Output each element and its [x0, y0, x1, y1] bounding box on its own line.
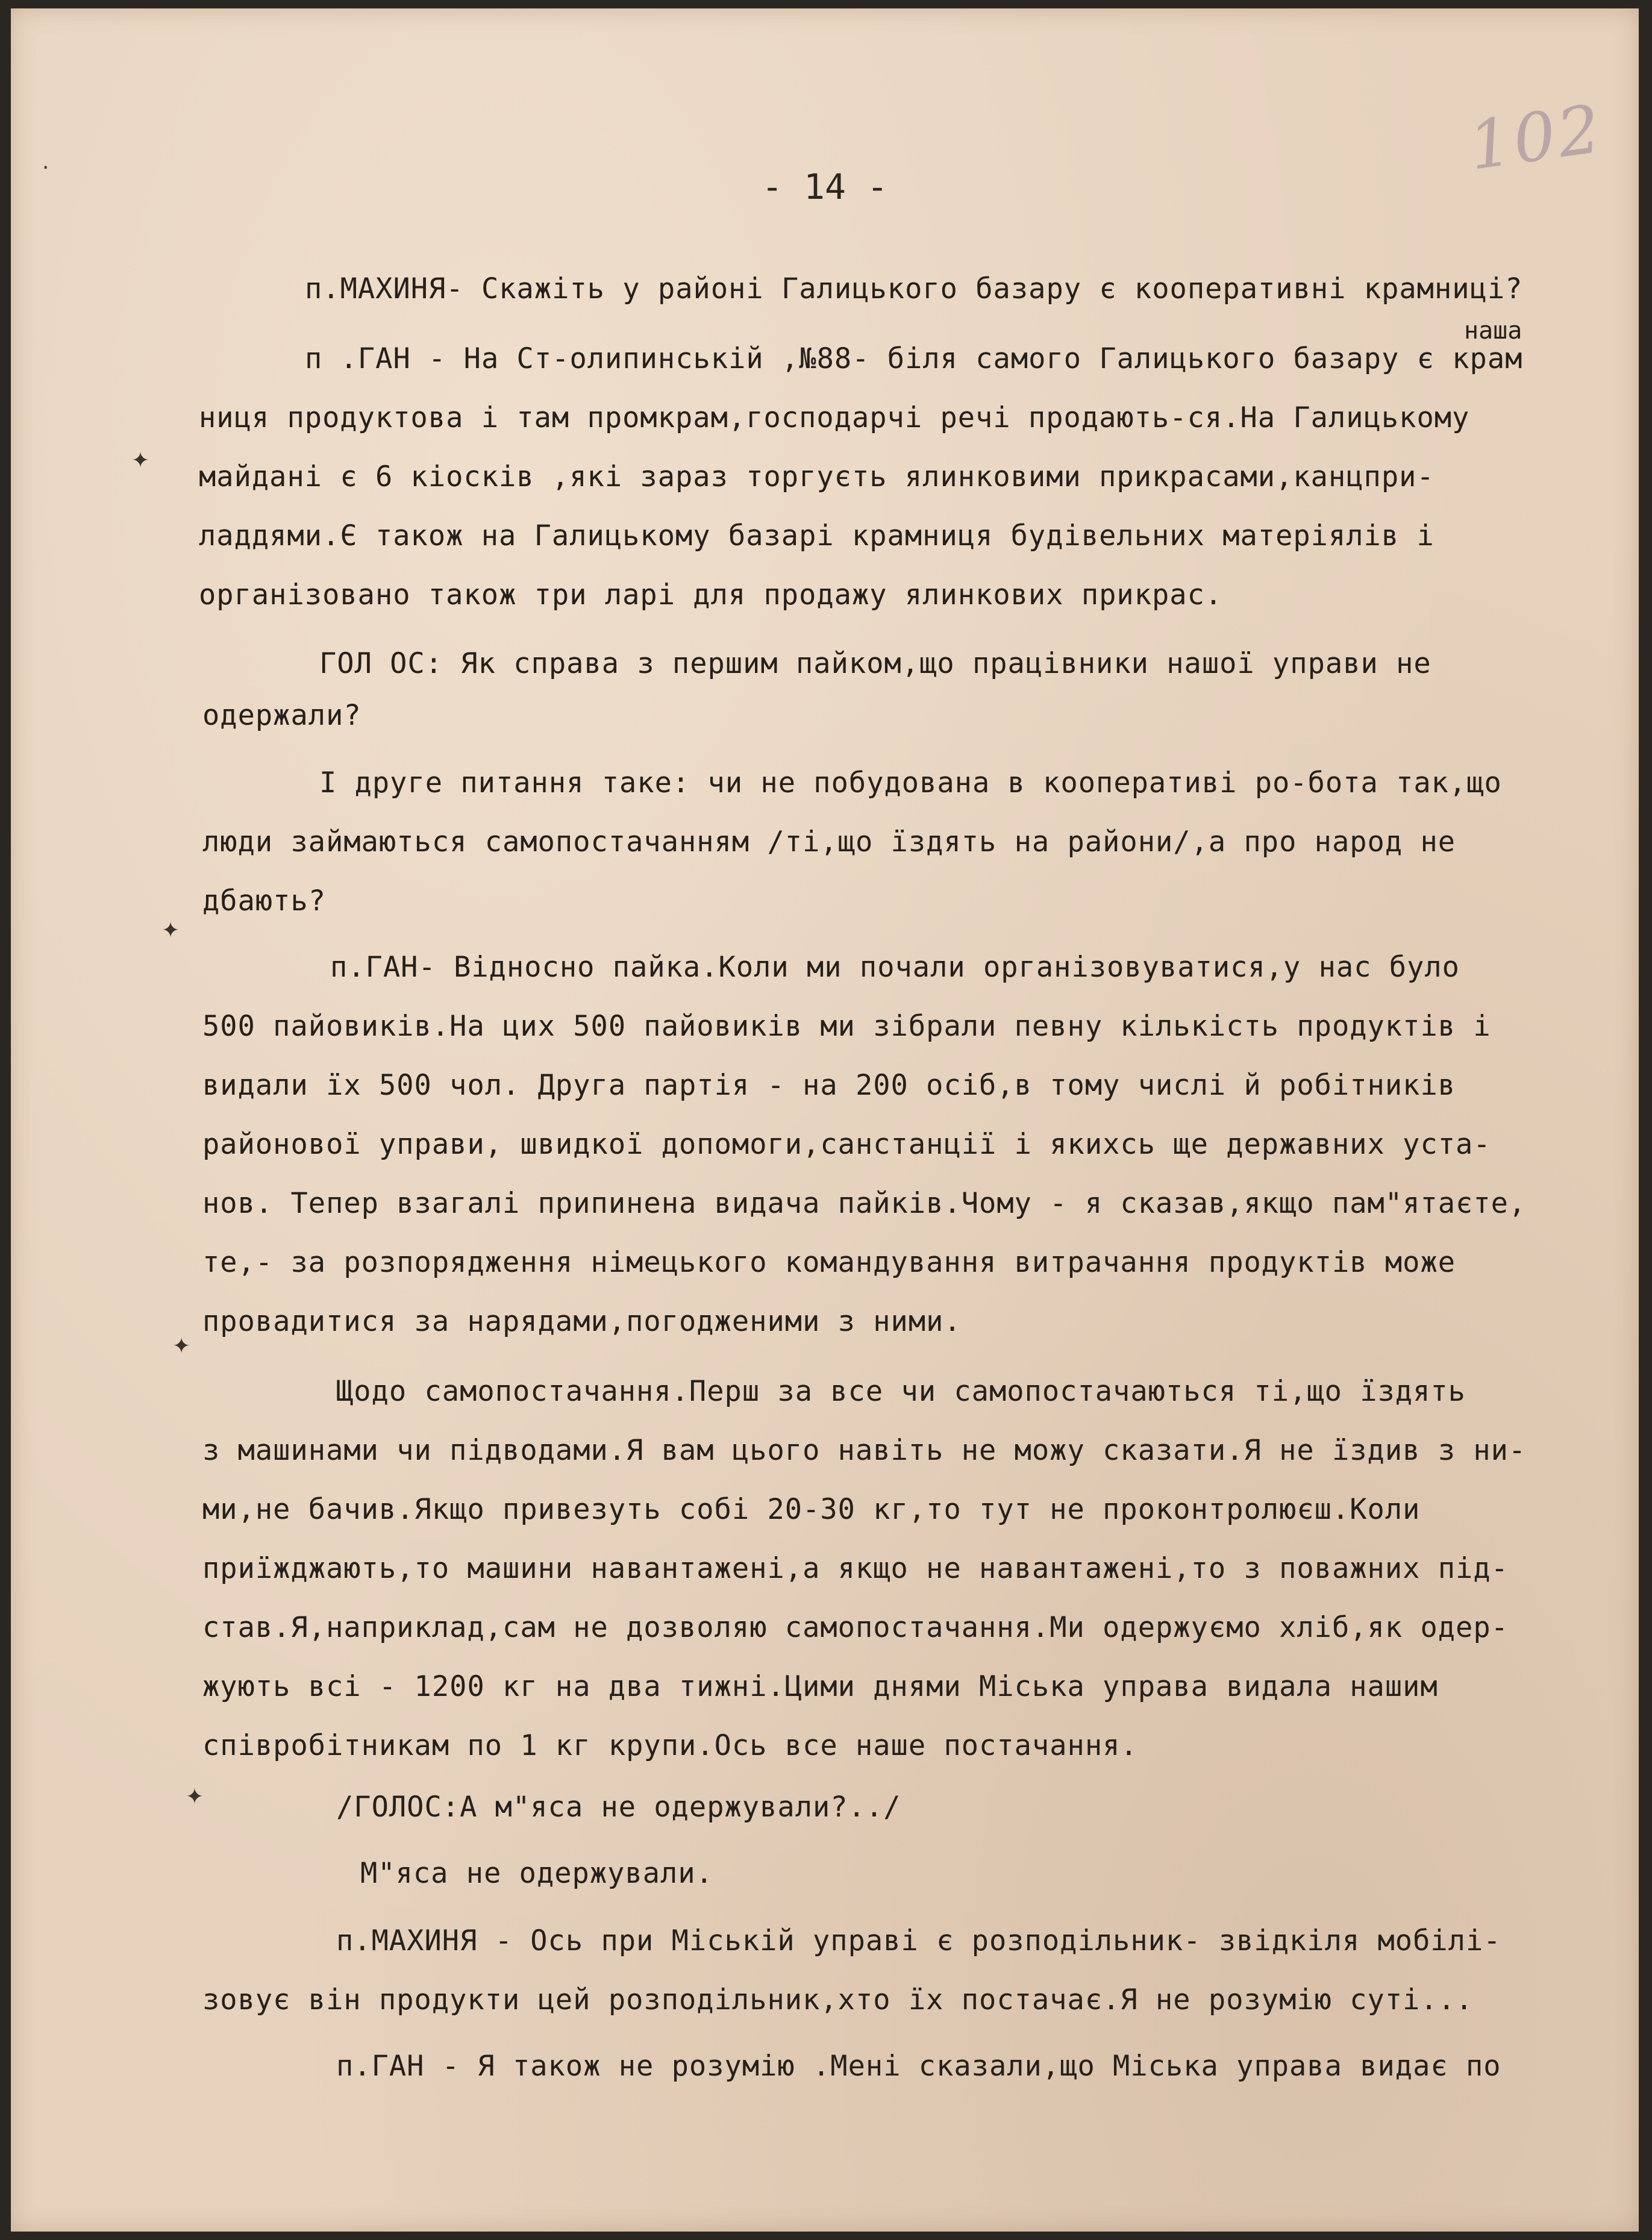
- text-line: ниця продуктова і там промкрам,господарчі речі продають-ся.На Галицькому: [199, 401, 1470, 434]
- interline-annotation: наша: [1464, 317, 1522, 345]
- text-line: жують всі - 1200 кг на два тижні.Цими днями Міська управа видала нашим: [202, 1670, 1438, 1703]
- text-line: співробітникам по 1 кг крупи.Ось все наше постачання.: [202, 1729, 1138, 1762]
- text-line: одержали?: [202, 699, 361, 732]
- text-line: п.МАХИНЯ- Скажіть у районі Галицького базару є кооперативні крамниці?: [305, 272, 1523, 305]
- text-line: районової управи, швидкої допомоги,санстанції і якихсь ще державних уста-: [202, 1128, 1491, 1161]
- text-line: Щодо самопостачання.Перш за все чи самопостачаються ті,що їздять: [336, 1375, 1466, 1408]
- margin-mark: ✦: [161, 918, 180, 943]
- text-line: люди займаються самопостачанням /ті,що їздять на райони/,а про народ не: [202, 825, 1456, 859]
- text-line: майдані є 6 кіосків ,які зараз торгуєть ялинковими прикрасами,канцпри-: [199, 460, 1435, 493]
- margin-mark: ✦: [186, 1785, 204, 1809]
- text-line: п.ГАН- Відносно пайка.Коли ми почали організовуватися,у нас було: [330, 951, 1460, 984]
- text-line: з машинами чи підводами.Я вам цього навіть не можу сказати.Я не їздив з ни-: [202, 1434, 1527, 1467]
- text-line: ладдями.Є також на Галицькому базарі крамниця будівельних матеріялів і: [199, 519, 1435, 552]
- margin-mark: ·: [42, 155, 49, 180]
- text-line: п.МАХИНЯ - Ось при Міській управі є розподільник- звідкіля мобілі-: [336, 1924, 1501, 1957]
- text-line: приїжджають,то машини навантажені,а якщо не навантажені,то з поважних під-: [202, 1552, 1509, 1585]
- text-line: /ГОЛОС:А м"яса не одержували?../: [336, 1791, 901, 1824]
- text-line: став.Я,наприклад,сам не дозволяю самопостачання.Ми одержуємо хліб,як одер-: [202, 1611, 1509, 1644]
- text-line: І друге питання таке: чи не побудована в кооперативі ро-бота так,що: [319, 766, 1502, 799]
- text-line: п .ГАН - На Ст-олипинській ,№88- біля самого Галицького базару є крам: [305, 342, 1523, 375]
- text-line: організовано також три ларі для продажу ялинкових прикрас.: [199, 578, 1223, 612]
- text-line: ми,не бачив.Якщо привезуть собі 20-30 кг,то тут не проконтролюєш.Коли: [202, 1493, 1421, 1526]
- text-line: зовує він продукти цей розподільник,хто їх постачає.Я не розумію суті...: [202, 1983, 1474, 2016]
- page-number: - 14 -: [762, 166, 888, 207]
- text-line: 500 пайовиків.На цих 500 пайовиків ми зібрали певну кількість продуктів і: [202, 1010, 1491, 1043]
- text-line: видали їх 500 чол. Друга партія - на 200 осіб,в тому числі й робітників: [202, 1069, 1456, 1102]
- text-line: дбають?: [202, 884, 327, 918]
- text-line: М"яса не одержували.: [360, 1857, 713, 1890]
- text-line: ГОЛ ОС: Як справа з першим пайком,що працівники нашої управи не: [319, 647, 1431, 680]
- document-page: [11, 8, 1639, 2232]
- margin-mark: ✦: [172, 1334, 191, 1359]
- archive-folio-number: 102: [1464, 90, 1607, 185]
- text-line: п.ГАН - Я також не розумію .Мені сказали,що Міська управа видає по: [336, 2050, 1501, 2083]
- text-line: те,- за розпорядження німецького командування витрачання продуктів може: [202, 1246, 1456, 1279]
- text-line: нов. Тепер взагалі припинена видача пайків.Чому - я сказав,якщо пам"ятаєте,: [202, 1187, 1527, 1220]
- margin-mark: ✦: [131, 448, 150, 473]
- text-line: провадитися за нарядами,погодженими з ними.: [202, 1305, 962, 1338]
